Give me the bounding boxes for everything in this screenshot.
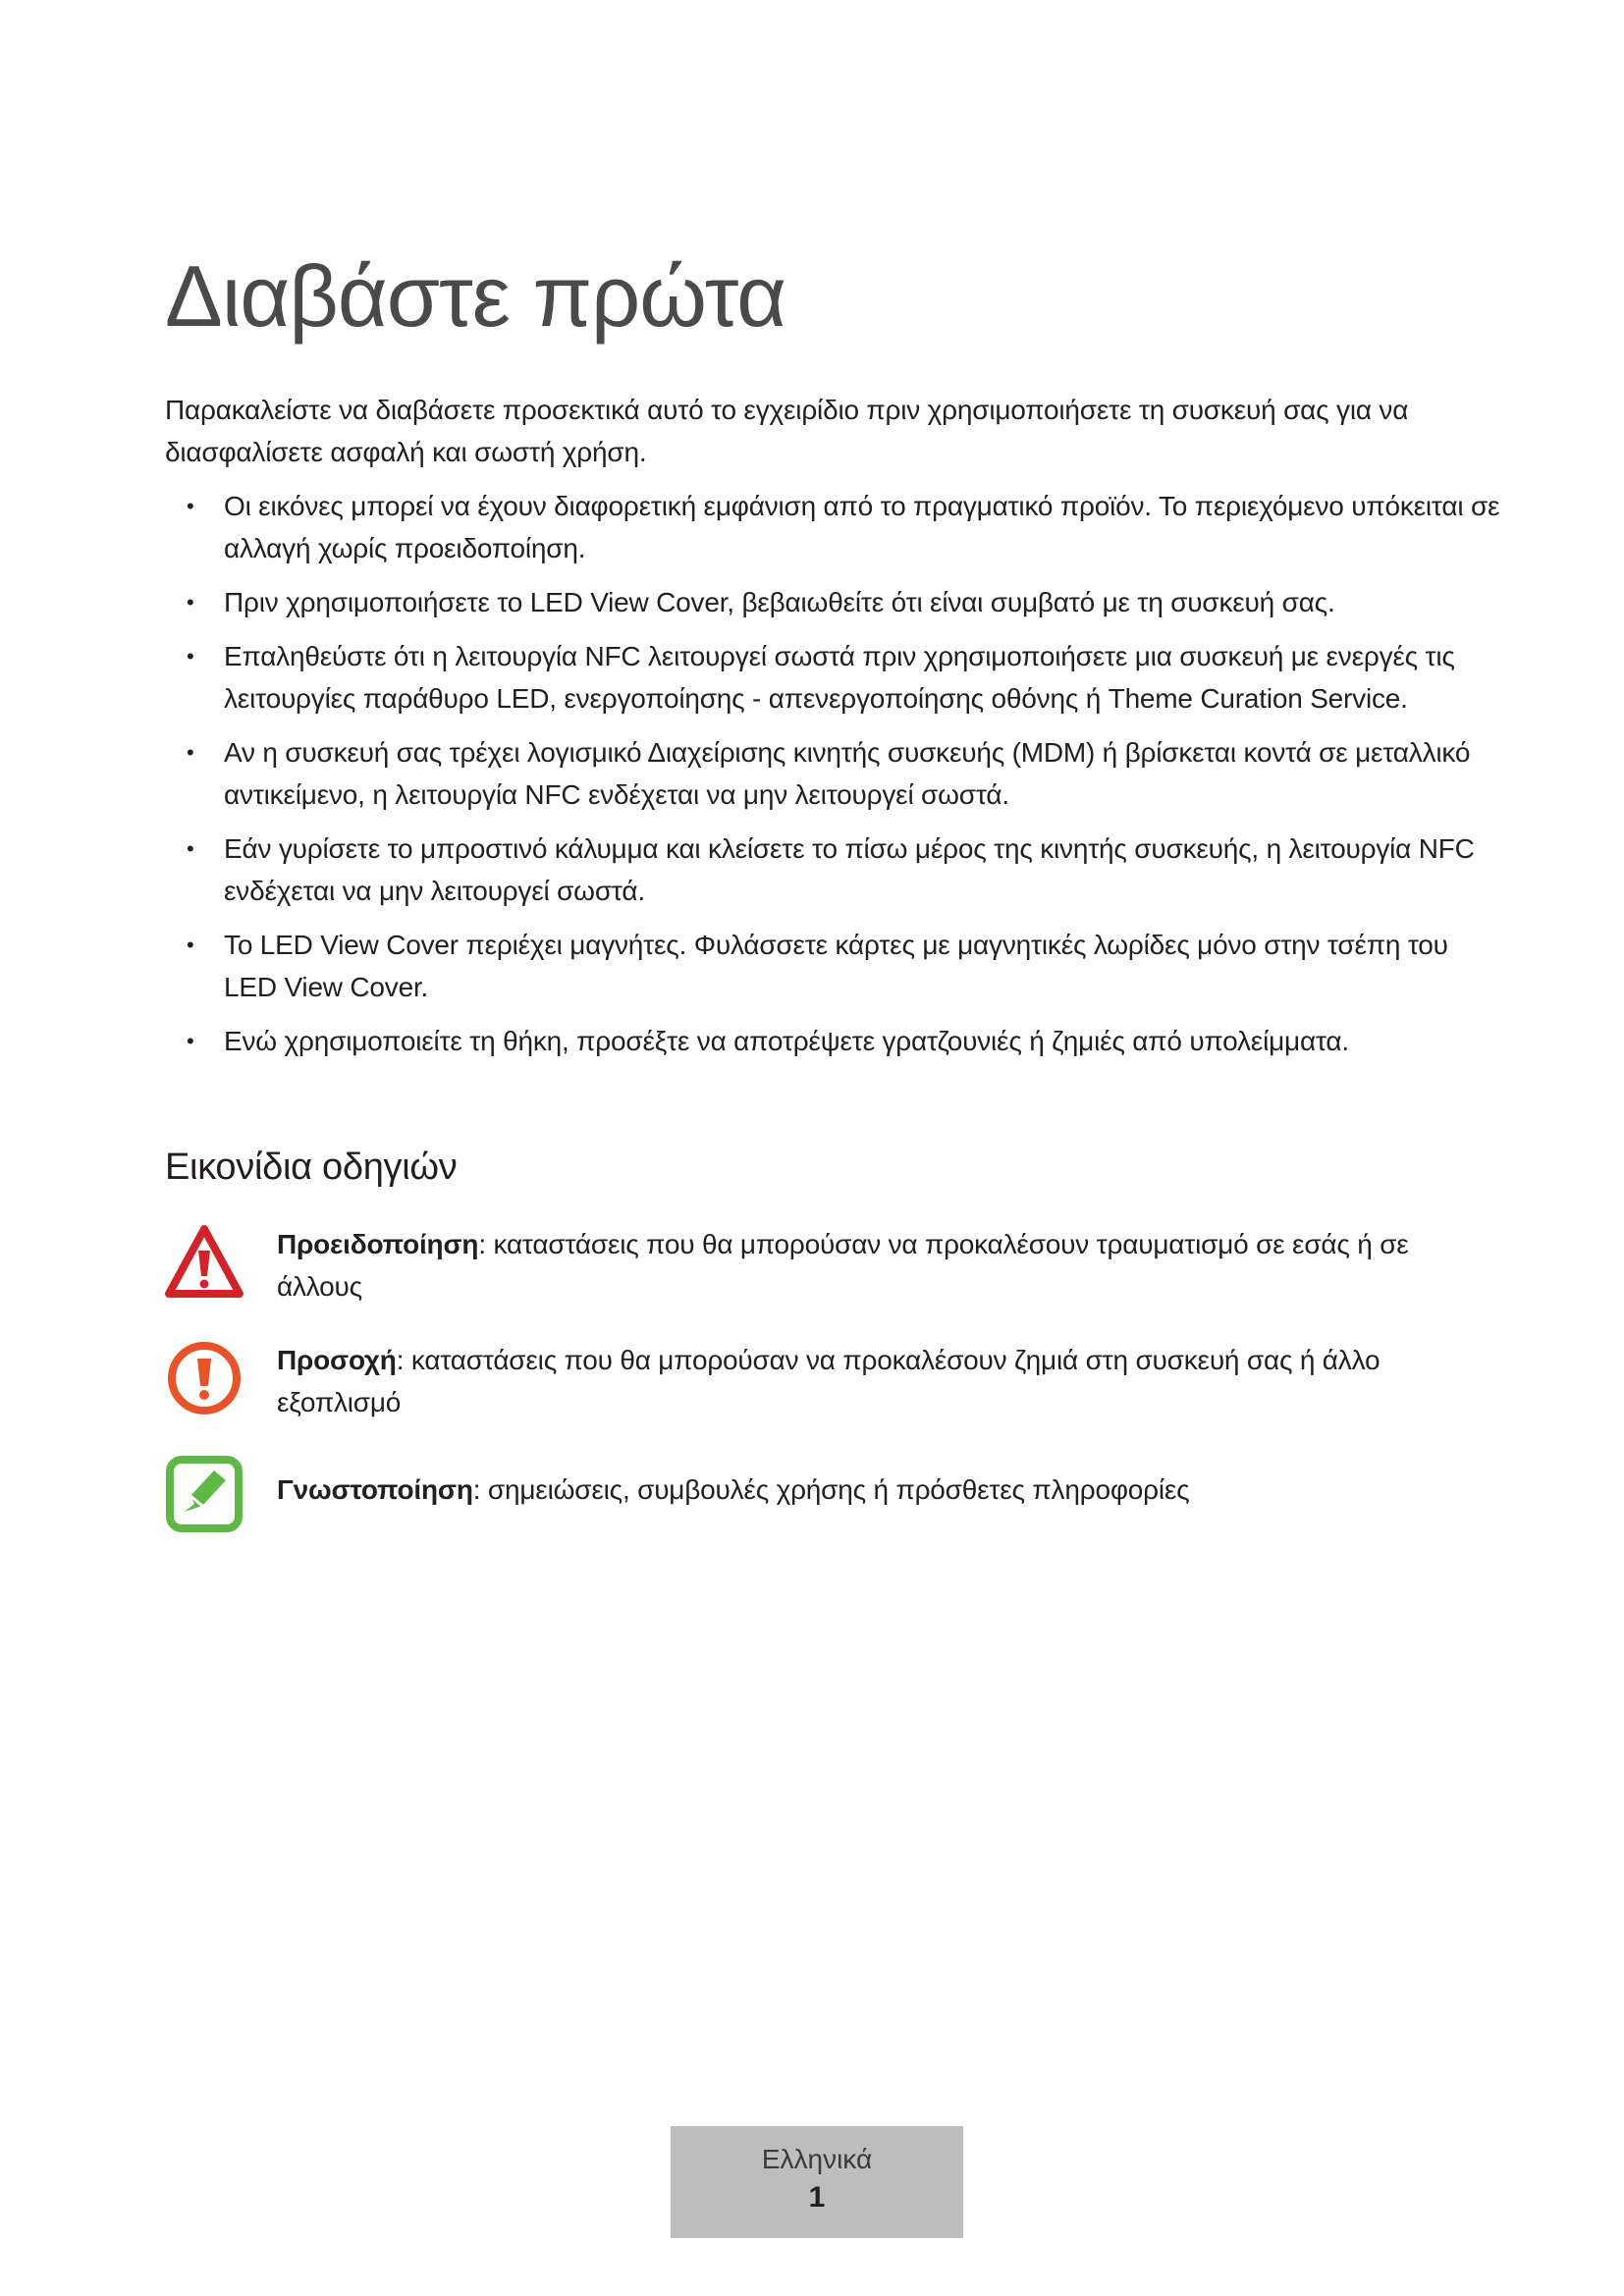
bullet-marker: • <box>187 933 194 957</box>
list-item-text: Το LED View Cover περιέχει μαγνήτες. Φυλάσσετε κάρτες με μαγνητικές λωρίδες μόνο στην τσέπη του LED View Cover. <box>224 930 1448 1002</box>
bullet-marker: • <box>187 590 194 614</box>
caution-label: Προσοχή <box>277 1345 397 1375</box>
bullet-marker: • <box>187 836 194 861</box>
warning-text: : καταστάσεις που θα μπορούσαν να προκαλέσουν τραυματισμό σε εσάς ή σε άλλους <box>277 1229 1409 1302</box>
section-heading-instruction-icons: Εικονίδια οδηγιών <box>165 1147 458 1188</box>
list-item <box>165 731 1500 816</box>
caution-description <box>277 1339 1494 1423</box>
list-item <box>165 485 1500 569</box>
list-item <box>165 1020 1500 1062</box>
list-item <box>165 828 1500 912</box>
footer-language: Ελληνικά <box>761 2144 873 2174</box>
list-item <box>165 581 1500 623</box>
list-item-text: Αν η συσκευή σας τρέχει λογισμικό Διαχείρισης κινητής συσκευής (MDM) ή βρίσκεται κοντά σε μεταλλικό αντικείμενο, η λειτουργία NFC ενδέχεται να μην λειτουργεί σωστά. <box>224 737 1471 810</box>
list-item-text: Πριν χρησιμοποιήσετε το LED View Cover, βεβαιωθείτε ότι είναι συμβατό με τη συσκευή σας. <box>224 587 1335 617</box>
list-item-text: Επαληθεύστε ότι η λειτουργία NFC λειτουργεί σωστά πριν χρησιμοποιήσετε μια συσκευή με ενεργές τις λειτουργίες παράθυρο LED, ενεργοποίησης - απενεργοποίησης οθόνης ή Theme Curation Service. <box>224 641 1455 714</box>
warning-label: Προειδοποίηση <box>277 1229 479 1259</box>
list-item <box>165 635 1500 720</box>
bullet-marker: • <box>187 740 194 765</box>
caution-text: : καταστάσεις που θα μπορούσαν να προκαλέσουν ζημιά στη συσκευή σας ή άλλο εξοπλισμό <box>277 1345 1380 1417</box>
warning-description <box>277 1223 1494 1308</box>
caution-icon <box>165 1339 244 1417</box>
list-item-text: Εάν γυρίσετε το μπροστινό κάλυμμα και κλείσετε το πίσω μέρος της κινητής συσκευής, η λειτουργία NFC ενδέχεται να μην λειτουργεί σωστά. <box>224 833 1475 906</box>
list-item-text: Ενώ χρησιμοποιείτε τη θήκη, προσέξτε να αποτρέψετε γρατζουνιές ή ζημιές από υπολείμματα. <box>224 1026 1349 1056</box>
notice-icon <box>165 1455 244 1533</box>
notice-description <box>277 1468 1494 1511</box>
page-number: 1 <box>808 2181 826 2214</box>
bullet-marker: • <box>187 494 194 518</box>
bullet-marker: • <box>187 644 194 668</box>
list-item <box>165 924 1500 1008</box>
page-title: Διαβάστε πρώτα <box>165 247 786 345</box>
warning-icon <box>165 1223 244 1302</box>
bullet-list <box>165 485 1500 1074</box>
intro-paragraph: Παρακαλείστε να διαβάσετε προσεκτικά αυτό το εγχειρίδιο πριν χρησιμοποιήσετε τη συσκευή σας για να διασφαλίσετε ασφαλή και σωστή χρήση. <box>165 395 1409 467</box>
bullet-marker: • <box>187 1029 194 1053</box>
page-footer <box>671 2126 963 2238</box>
list-item-text: Οι εικόνες μπορεί να έχουν διαφορετική εμφάνιση από το πραγματικό προϊόν. Το περιεχόμενο υπόκειται σε αλλαγή χωρίς προειδοποίηση. <box>224 491 1500 563</box>
notice-text: : σημειώσεις, συμβουλές χρήσης ή πρόσθετες πληροφορίες <box>472 1474 1190 1505</box>
notice-label: Γνωστοποίηση <box>277 1474 473 1505</box>
